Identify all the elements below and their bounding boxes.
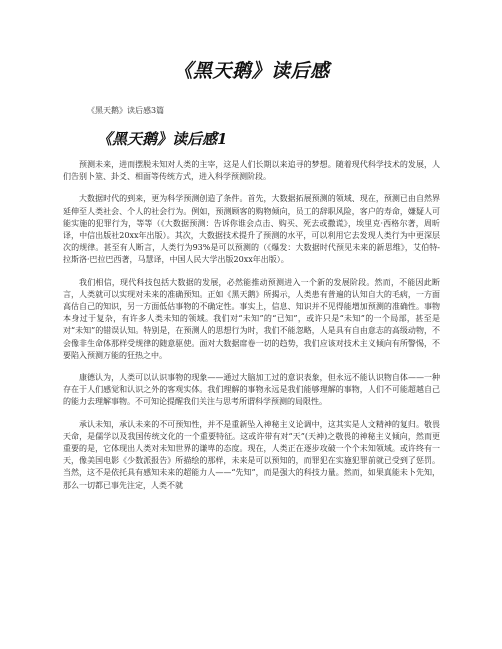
section-heading: 《黑天鹅》读后感1 <box>97 130 228 148</box>
doc-subtitle: 《黑天鹅》读后感3篇 <box>87 106 165 115</box>
paragraph: 康德认为，人类可以认识事物的现象——通过大脑加工过的意识表象，但永远不能认识物自体——一种存在于人们感觉和认识之外的客观实体。我们理解的事物永远是我们能够理解的事物，人们不可能超越自己的能力去理解事物。不可知论提醒我们关注与思考所谓科学预测的局限性。 <box>63 373 440 407</box>
body-text <box>63 159 440 492</box>
doc-title: 《黑天鹅》读后感 <box>173 60 330 82</box>
paragraph: 大数据时代的到来，更为科学预测创造了条件。首先，大数据拓展预测的领域、现在，预测已由自然界延伸至人类社会、个人的社会行为。例如，预测顾客的购物倾向，员工的辞职风险，客户的寿命，嫌疑人可能实施的犯罪行为，等等（《大数据预测：告诉你谁会点击、购买、死去或撒谎》，埃里克·西格尔著，周昕译，中信出版社20xx年出版）。其次，大数据技术提升了预测的水平，可以利用它去发现人类行为中更深层次的规律。甚至有人断言，人类行为93%是可以预测的（《爆发：大数据时代预见未来的新思维》，艾伯特-拉斯洛·巴拉巴西著，马慧译，中国人民大学出版20xx年出版）。 <box>63 194 440 265</box>
paragraph: 我们相信，现代科技包括大数据的发展，必然能推动预测进入一个新的发展阶段。然而，不能因此断言，人类就可以实现对未来的准确预知。正如《黑天鹅》所揭示，人类患有普遍的认知自大的毛病，一方面高估自己的知识，另一方面低估事物的不确定性。事实上，信息、知识并不见得能增加预测的准确性。事物本身过于复杂，有许多人类未知的领域。我们对“未知”的“已知”，或许只是“未知”的一个局部，甚至是对“未知”的错误认知。特别是，在预测人的思想行为时，我们不能忽略，人是具有自由意志的高级动物，不会像非生命体那样受规律的随意驱使。面对大数据席卷一切的趋势，我们应该对技术主义倾向有所警惕，不要陷入预测万能的狂热之中。 <box>63 277 440 360</box>
paragraph: 承认未知，承认未来的不可预知性，并不是重新坠入神秘主义论调中，这其实是人文精神的复归。敬畏天命，是儒学以及我国传统文化的一个重要特征。这或许带有对“天”(天神)之敬畏的神秘主义倾向，然而更重要的是，它体现出人类对未知世界的谦卑的态度。现在，人类正在逐步攻破一个个未知领域。或许终有一天，像美国电影《少数派报告》所描绘的那样，未来是可以预知的，而罪犯在实施犯罪前就已受到了惩罚。当然，这不是依托具有感知未来的超能力人——“先知”，而是强大的科技力量。然而，如果真能未卜先知，那么一切都已事先注定，人类不就 <box>63 419 440 490</box>
paragraph: 预测未来，进而摆脱未知对人类的主宰，这是人们长期以来追寻的梦想。随着现代科学技术的发展，人们告别卜筮、卦爻、相面等传统方式，进入科学预测阶段。 <box>63 160 440 182</box>
